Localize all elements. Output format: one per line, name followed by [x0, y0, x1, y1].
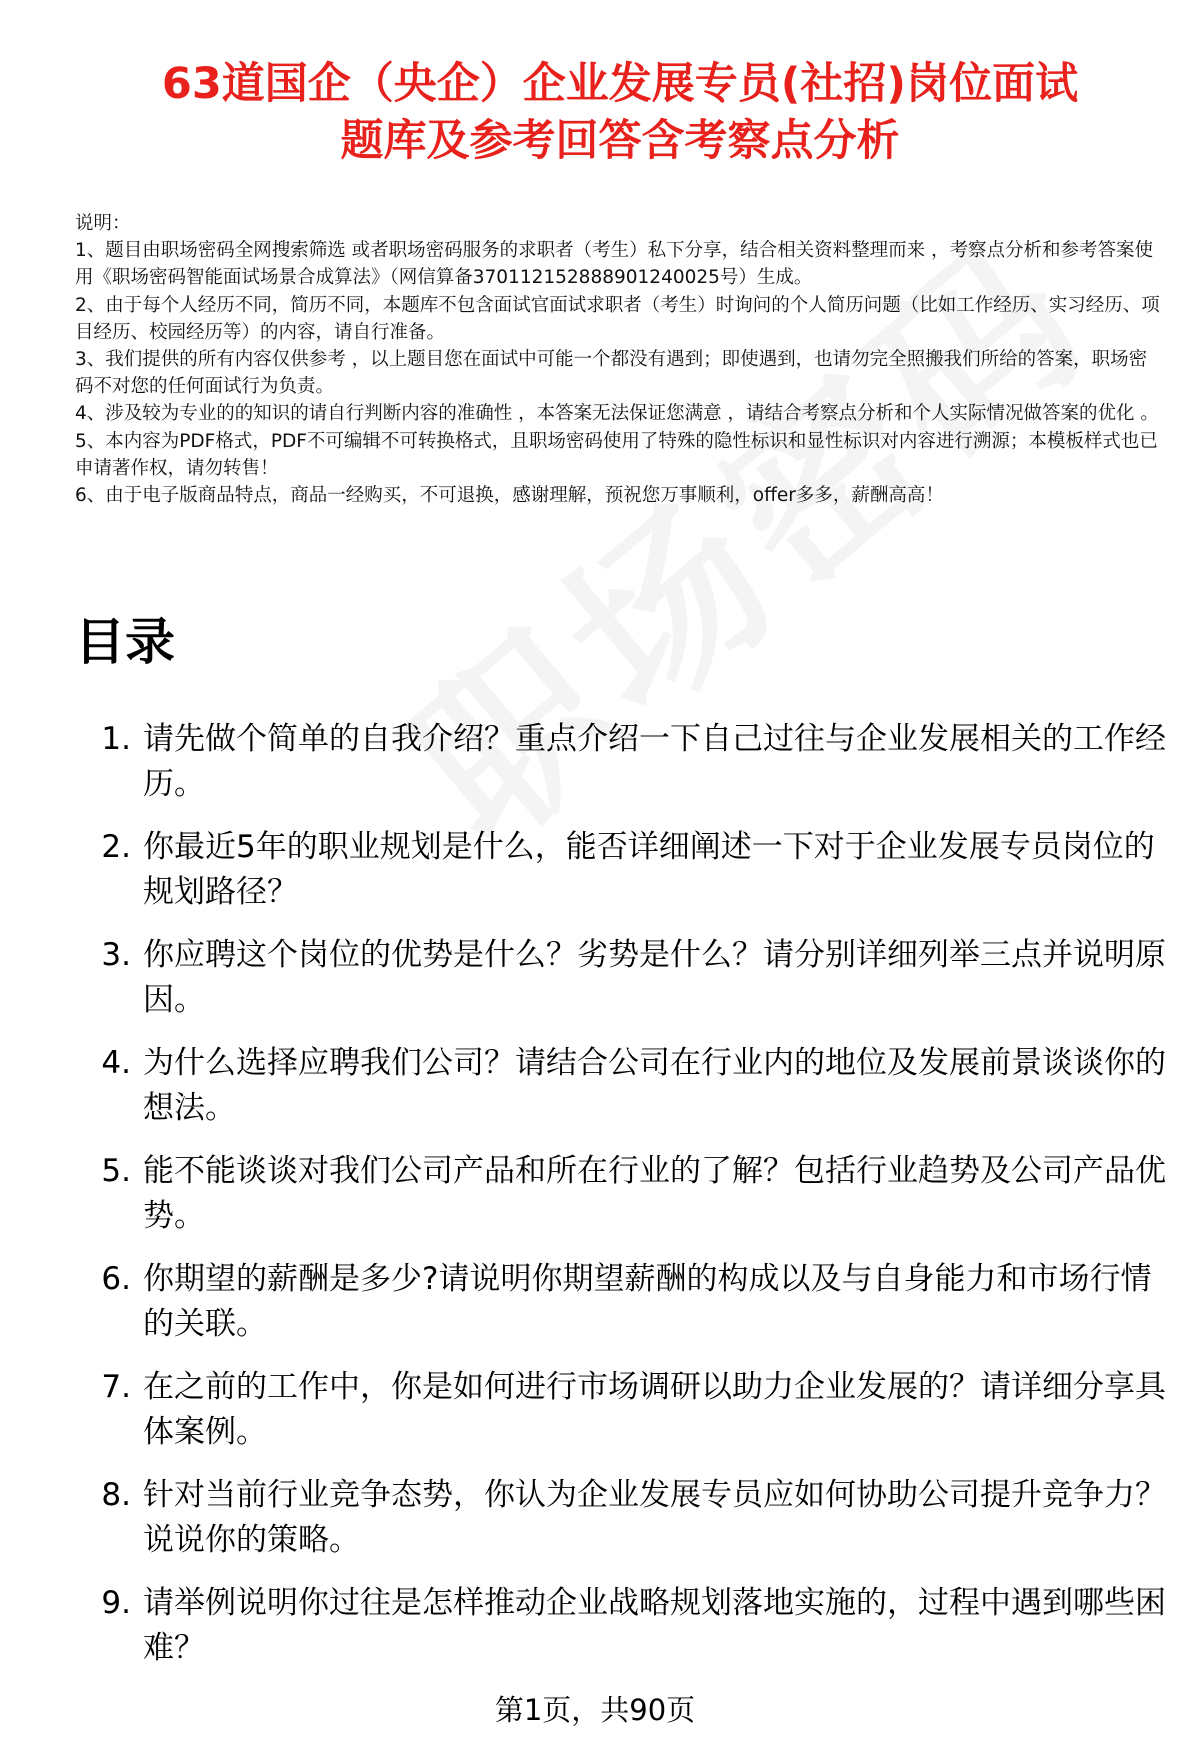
notes-section [75, 210, 1165, 509]
toc-item[interactable] [75, 825, 1175, 933]
toc-item[interactable] [75, 1149, 1175, 1257]
toc-item[interactable] [75, 717, 1175, 825]
note-item: 2、由于每个人经历不同，简历不同，本题库不包含面试官面试求职者（考生）时询问的个人简历问题（比如工作经历、实习经历、项目经历、校园经历等）的内容，请自行准备。 [75, 294, 1160, 343]
toc-item[interactable] [75, 1365, 1175, 1473]
toc-item-number: 6. [101, 1261, 131, 1297]
toc-item-text: 你最近5年的职业规划是什么，能否详细阐述一下对于企业发展专员岗位的规划路径？ [143, 829, 1155, 910]
page-number: 第1页，共90页 [494, 1693, 696, 1727]
note-item: 4、涉及较为专业的的知识的请自行判断内容的准确性 ，本答案无法保证您满意 ，请结合考察点分析和个人实际情况做答案的优化 。 [75, 403, 1159, 425]
toc-heading: 目录 [75, 613, 175, 671]
title-line-2: 题库及参考回答含考察点分析 [340, 116, 900, 166]
toc-item-number: 7. [101, 1369, 131, 1405]
toc-item[interactable] [75, 1473, 1175, 1581]
toc-item-text: 在之前的工作中，你是如何进行市场调研以助力企业发展的？请详细分享具体案例。 [143, 1369, 1166, 1450]
title-line-1: 63道国企（央企）企业发展专员(社招)岗位面试 [161, 59, 1079, 109]
toc-item-text: 你期望的薪酬是多少?请说明你期望薪酬的构成以及与自身能力和市场行情的关联。 [143, 1261, 1152, 1342]
toc-item-text: 针对当前行业竞争态势，你认为企业发展专员应如何协助公司提升竞争力？说说你的策略。 [143, 1477, 1166, 1558]
toc-item[interactable] [75, 1581, 1175, 1689]
toc-item-number: 1. [101, 721, 131, 757]
toc-item-number: 2. [101, 829, 131, 865]
toc-item-text: 请举例说明你过往是怎样推动企业战略规划落地实施的，过程中遇到哪些困难？ [143, 1585, 1166, 1666]
toc-item-text: 能不能谈谈对我们公司产品和所在行业的了解？包括行业趋势及公司产品优势。 [143, 1153, 1166, 1234]
toc-item-number: 8. [101, 1477, 131, 1513]
note-item: 3、我们提供的所有内容仅供参考 ，以上题目您在面试中可能一个都没有遇到；即使遇到，也请勿完全照搬我们所给的答案，职场密码不对您的任何面试行为负责。 [75, 349, 1148, 398]
note-item: 6、由于电子版商品特点，商品一经购买，不可退换，感谢理解，预祝您万事顺利，offer多多，薪酬高高！ [75, 485, 944, 507]
toc-item-text: 请先做个简单的自我介绍？重点介绍一下自己过往与企业发展相关的工作经历。 [143, 721, 1166, 802]
notes-label: 说明： [75, 213, 131, 234]
toc-item[interactable] [75, 933, 1175, 1041]
note-item: 1、题目由职场密码全网搜索筛选 或者职场密码服务的求职者（考生）私下分享，结合相关资料整理而来 ，考察点分析和参考答案使用《职场密码智能面试场景合成算法》（网信算备370112152888901240025号）生成。 [75, 240, 1154, 289]
toc-item-text: 为什么选择应聘我们公司？请结合公司在行业内的地位及发展前景谈谈你的想法。 [143, 1045, 1166, 1126]
toc-item[interactable] [75, 1257, 1175, 1365]
toc-item-number: 9. [101, 1585, 131, 1621]
toc-item-text: 你应聘这个岗位的优势是什么？劣势是什么？请分别详细列举三点并说明原因。 [143, 937, 1166, 1018]
toc-item-number: 5. [101, 1153, 131, 1189]
note-item: 5、本内容为PDF格式，PDF不可编辑不可转换格式，且职场密码使用了特殊的隐性标识和显性标识对内容进行溯源；本模板样式也已申请著作权，请勿转售！ [75, 430, 1158, 479]
toc-list [75, 717, 1175, 1689]
document-title [60, 56, 1180, 170]
toc-item-number: 4. [101, 1045, 131, 1081]
toc-item[interactable] [75, 1041, 1175, 1149]
toc-item-number: 3. [101, 937, 131, 973]
